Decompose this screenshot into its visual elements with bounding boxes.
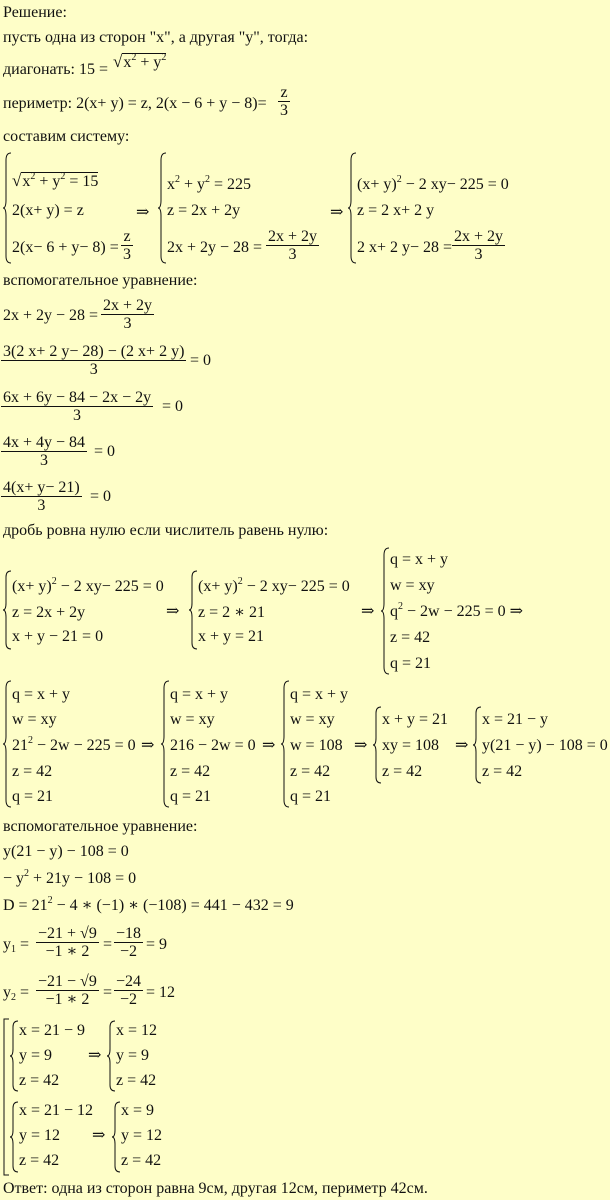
diagonal-label: диагонать: 15 =: [3, 61, 108, 78]
equals-zero: = 0: [190, 352, 212, 369]
brace-icon: [2, 152, 12, 264]
finalA-line1: x = 21 − 9: [19, 1022, 86, 1039]
sysC2-line4: z = 42: [170, 763, 211, 780]
radicand: $x^2 + y^2$: [123, 52, 167, 71]
implies-arrow: ⇒: [354, 737, 368, 754]
finalA-line3: z = 42: [19, 1072, 60, 1089]
aux2-line2: − $y^2 + 21y - 108 = 0$: [3, 868, 137, 887]
system2-line3: 2x + 2y − 28 =: [167, 239, 263, 256]
sysB1-line2: z = 2x + 2y: [12, 604, 86, 621]
brace-icon: [106, 1020, 116, 1092]
system3-line1: $(x+ y)^2 - 2$ xy− 225 = 0: [357, 174, 509, 193]
finalB-line1: x = 12: [116, 1022, 158, 1039]
sysC5-line3: z = 42: [482, 763, 523, 780]
system2-line2: z = 2x + 2y: [167, 202, 241, 219]
implies-arrow: ⇒: [455, 737, 469, 754]
system2-line1: $x^2 + y^2 = 225$: [167, 174, 252, 193]
implies-arrow: ⇒: [88, 1047, 102, 1064]
brace-icon: [372, 706, 382, 784]
aux2-line3: $D = 21^2 - 4$ ∗ (−1) ∗ (−108) = 441 − 432 = 9: [3, 895, 294, 914]
solution-title: Решение:: [3, 4, 67, 21]
sysB3-line1: q = x + y: [390, 551, 449, 568]
sysC2-line2: w = xy: [170, 711, 215, 728]
system3-line2: z = 2 x+ 2 y: [357, 202, 435, 219]
brace-icon: [111, 1101, 121, 1173]
finalC-line3: z = 42: [19, 1152, 60, 1169]
brace-icon: [9, 1020, 19, 1092]
aux1-line1: 2x + 2y − 28 =: [3, 307, 99, 324]
sysC2-line1: q = x + y: [170, 686, 229, 703]
sysB3-line2: w = xy: [390, 577, 435, 594]
aux1-label: вспомогательное уравнение:: [3, 272, 198, 289]
sysC1-line4: z = 42: [12, 763, 53, 780]
y1-fraction: −21 + √9 −1 ∗ 2: [38, 925, 97, 960]
system1-line3: 2(x− 6 + y− 8) =: [12, 239, 119, 256]
finalB-line2: y = 9: [116, 1047, 150, 1064]
fraction-numerator: z: [280, 84, 288, 101]
brace-icon: [188, 570, 198, 650]
sysB2-line3: x + y = 21: [198, 628, 265, 645]
implies-arrow: ⇒: [262, 737, 276, 754]
sysC1-line3: $21^2 - 2w - 225 = 0$: [12, 735, 136, 754]
brace-icon: [472, 706, 482, 784]
finalD-line1: x = 9: [121, 1102, 155, 1119]
equals-zero: = 0: [162, 398, 184, 415]
sysC5-line2: y(21 − y) − 108 = 0: [482, 737, 608, 754]
radical-sign: √: [113, 52, 123, 71]
sqrt-expression: [113, 53, 166, 72]
implies-arrow: ⇒: [166, 603, 180, 620]
y2-label: $y_2$ =: [3, 984, 30, 1003]
equals-zero: = 0: [90, 488, 112, 505]
implies-arrow: ⇒: [141, 737, 155, 754]
brace-icon: [9, 1101, 19, 1173]
brace-icon: [160, 680, 170, 808]
sysC3-line3: w = 108: [290, 737, 343, 754]
sysC1-line5: q = 21: [12, 788, 54, 805]
sysC4-line2: xy = 108: [382, 737, 440, 754]
sysC3-line1: q = x + y: [290, 686, 349, 703]
sysB1-line1: $(x+ y)^2 - 2$ xy− 225 = 0: [12, 576, 164, 595]
brace-icon: [2, 570, 12, 650]
sysB1-line3: x + y − 21 = 0: [12, 628, 104, 645]
finalC-line2: y = 12: [19, 1127, 61, 1144]
sysC5-line1: x = 21 − y: [482, 711, 549, 728]
sysC3-line4: z = 42: [290, 763, 331, 780]
aux2-line1: y(21 − y) − 108 = 0: [3, 843, 129, 860]
sysB3-line4: z = 42: [390, 629, 431, 646]
system3-line3: 2 x+ 2 y− 28 =: [357, 239, 453, 256]
sysC3-line2: w = xy: [290, 711, 335, 728]
fraction-denominator: 3: [280, 102, 288, 119]
implies-arrow: ⇒: [92, 1127, 106, 1144]
aux1-fraction1: 2x + 2y 3: [103, 297, 153, 332]
finalD-line2: y = 12: [121, 1127, 163, 1144]
system1-line1: $√x^2 + y^2 = 15$: [12, 171, 99, 190]
equals-sign: =: [103, 984, 113, 1001]
aux1-fraction4: 4x + 4y − 84 3: [3, 434, 86, 469]
aux1-fraction3: 6x + 6y − 84 − 2x − 2y 3: [3, 389, 152, 424]
zero-fraction-note: дробь ровна нулю если числитель равень нулю:: [3, 522, 329, 539]
system-label: составим систему:: [3, 128, 130, 145]
intro-text: пусть одна из сторон "х", а другая "у", тогда:: [3, 29, 309, 46]
brace-icon: [380, 547, 390, 675]
equals-sign: =: [103, 936, 113, 953]
system1-fraction: z 3: [123, 228, 131, 263]
sysC1-line1: q = x + y: [12, 686, 71, 703]
system3-fraction: 2x + 2y 3: [454, 228, 504, 263]
system1-line2: 2(x+ y) = z: [12, 202, 84, 219]
implies-arrow: ⇒: [361, 603, 375, 620]
implies-arrow: ⇒: [136, 204, 150, 221]
finalC-line1: x = 21 − 12: [19, 1102, 94, 1119]
perimeter-fraction: [278, 84, 290, 119]
finalA-line2: y = 9: [19, 1047, 53, 1064]
sysB3-line3: $q^2 - 2w - 225 = 0$ ⇒: [390, 601, 524, 620]
sysB3-line5: q = 21: [390, 655, 432, 672]
sysC2-line5: q = 21: [170, 788, 212, 805]
brace-icon: [2, 680, 12, 808]
sysB2-line2: z = 2 ∗ 21: [198, 604, 265, 621]
sysC4-line1: x + y = 21: [382, 711, 449, 728]
finalB-line3: z = 42: [116, 1072, 157, 1089]
sysC2-line3: 216 − 2w = 0: [170, 737, 256, 754]
equals-zero: = 0: [94, 443, 116, 460]
y2-result: = 12: [146, 984, 176, 1001]
aux1-fraction2: 3(2 x+ 2 y− 28) − (2 x+ 2 y) 3: [3, 343, 185, 378]
answer-text: Ответ: одна из сторон равна 9см, другая 12см, периметр 42см.: [3, 1180, 428, 1197]
y1-result: = 9: [146, 936, 168, 953]
brace-icon: [157, 152, 167, 264]
brace-icon: [347, 152, 357, 264]
implies-arrow: ⇒: [330, 204, 344, 221]
perimeter-label: периметр: 2(x+ y) = z, 2(x − 6 + y − 8)=: [3, 95, 267, 112]
sysC4-line3: z = 42: [382, 763, 423, 780]
system2-fraction: 2x + 2y 3: [268, 228, 318, 263]
y2-fraction: −21 − √9 −1 ∗ 2: [38, 973, 97, 1008]
brace-icon: [280, 680, 290, 808]
aux2-label: вспомогательное уравнение:: [3, 818, 198, 835]
y1-label: $y_1$ =: [3, 936, 30, 955]
y2-fraction2: −24 −2: [116, 973, 142, 1008]
sysC1-line2: w = xy: [12, 711, 57, 728]
y1-fraction2: −18 −2: [116, 925, 142, 960]
sysC3-line5: q = 21: [290, 788, 332, 805]
finalD-line3: z = 42: [121, 1152, 162, 1169]
aux1-fraction5: 4(x+ y− 21) 3: [3, 479, 80, 514]
sysB2-line1: $(x+ y)^2 - 2$ xy− 225 = 0: [198, 576, 350, 595]
